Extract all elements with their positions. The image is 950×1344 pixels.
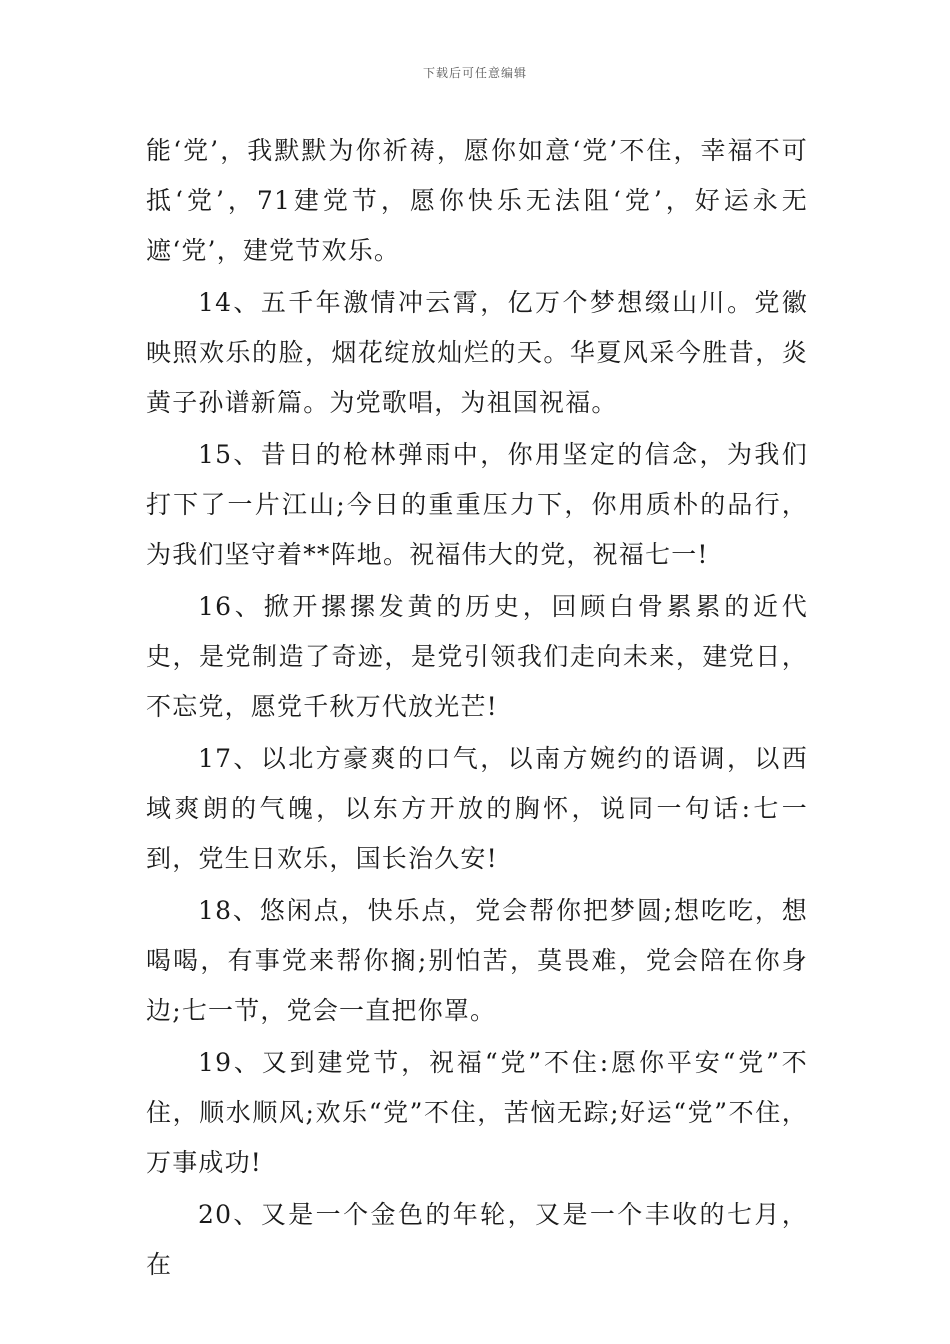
paragraph-17: 17、以北方豪爽的口气，以南方婉约的语调，以西域爽朗的气魄，以东方开放的胸怀，说同一句话:七一到，党生日欢乐，国长治久安! xyxy=(146,744,808,873)
paragraph-18: 18、悠闲点，快乐点，党会帮你把梦圆;想吃吃，想喝喝，有事党来帮你搁;别怕苦，莫畏难，党会陪在你身边;七一节，党会一直把你罩。 xyxy=(146,896,808,1025)
paragraph-16: 16、掀开摞摞发黄的历史，回顾白骨累累的近代史，是党制造了奇迹，是党引领我们走向未来，建党日，不忘党，愿党千秋万代放光芒! xyxy=(146,592,808,721)
header-note: 下载后可任意编辑 xyxy=(422,66,527,80)
paragraph-14: 14、五千年激情冲云霄，亿万个梦想缀山川。党徽映照欢乐的脸，烟花绽放灿烂的天。华夏风采今胜昔，炎黄子孙谱新篇。为党歌唱，为祖国祝福。 xyxy=(146,288,808,417)
paragraph-continuation: 能‘党’，我默默为你祈祷，愿你如意‘党’不住，幸福不可抵‘党’，71建党节，愿你快乐无法阻‘党’，好运永无遮‘党’，建党节欢乐。 xyxy=(146,136,808,265)
paragraph-20: 20、又是一个金色的年轮，又是一个丰收的七月，在 xyxy=(146,1200,808,1279)
paragraph-15: 15、昔日的枪林弹雨中，你用坚定的信念，为我们打下了一片江山;今日的重重压力下，你用质朴的品行，为我们坚守着**阵地。祝福伟大的党，祝福七一! xyxy=(146,440,808,569)
paragraph-19: 19、又到建党节，祝福“党”不住:愿你平安“党”不住，顺水顺风;欢乐“党”不住，苦恼无踪;好运“党”不住，万事成功! xyxy=(146,1048,808,1177)
document-body xyxy=(146,126,808,1292)
